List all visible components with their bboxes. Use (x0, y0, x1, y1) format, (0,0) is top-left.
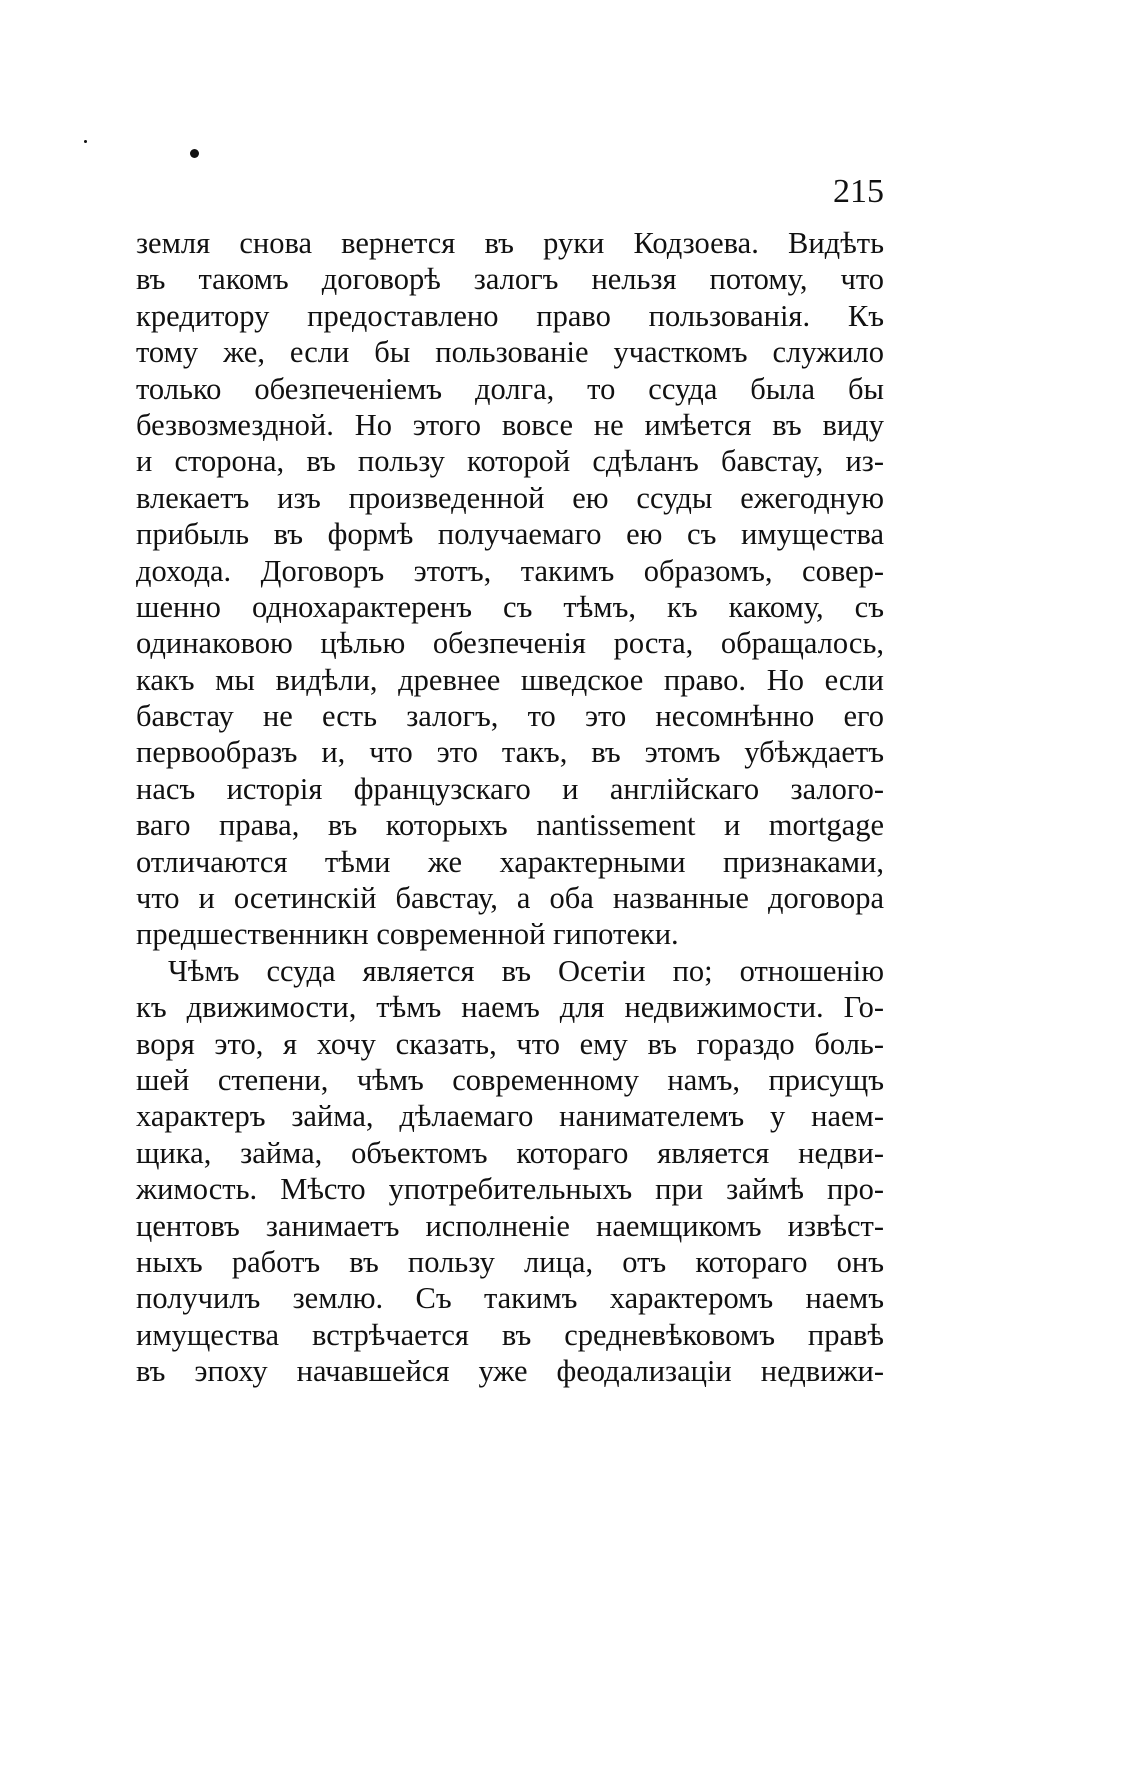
text-line: шей степени, чѣмъ современному намъ, присущъ (136, 1062, 884, 1097)
text-line: имущества встрѣчается въ средневѣковомъ правѣ (136, 1317, 884, 1352)
text-line: первообразъ и, что это такъ, въ этомъ убѣждаетъ (136, 735, 884, 770)
text-line: прибыль въ формѣ получаемаго ею съ имущества (136, 517, 884, 552)
text-line: земля снова вернется въ руки Кодзоева. Видѣть (136, 226, 884, 260)
text-line: шенно однохарактеренъ съ тѣмъ, къ какому, съ (136, 589, 884, 624)
text-line: жимость. Мѣсто употребительныхъ при займѣ про- (136, 1172, 884, 1207)
scan-speck (190, 149, 199, 158)
scan-speck (84, 140, 87, 143)
text-line: только обезпеченіемъ долга, то ссуда была бы (136, 371, 884, 406)
text-line: бавстау не есть залогъ, то это несомнѣнно его (136, 699, 884, 734)
text-line: характеръ займа, дѣлаемаго нанимателемъ у наем- (136, 1099, 884, 1134)
text-line: воря это, я хочу сказать, что ему въ гораздо боль- (136, 1026, 884, 1061)
text-line: насъ исторія французскаго и англійскаго залого- (136, 771, 884, 806)
text-line: щика, займа, объектомъ котораго является недви- (136, 1135, 884, 1170)
text-line: влекаетъ изъ произведенной ею ссуды ежегодную (136, 480, 884, 515)
text-line: Чѣмъ ссуда является въ Осетіи по; отношенію (168, 953, 884, 988)
text-line: центовъ занимаетъ исполненіе наемщикомъ извѣст- (136, 1208, 884, 1243)
text-line: ваго права, въ которыхъ nantissement и mortgage (136, 808, 884, 843)
text-line: дохода. Договоръ этотъ, такимъ образомъ, совер- (136, 553, 884, 588)
text-line: тому же, если бы пользованіе участкомъ служило (136, 335, 884, 370)
text-line: въ такомъ договорѣ залогъ нельзя потому, что (136, 262, 884, 297)
text-line: одинаковою цѣлью обезпеченія роста, обращалось, (136, 626, 884, 661)
text-line: безвозмездной. Но этого вовсе не имѣется въ виду (136, 407, 884, 442)
page-number: 215 (833, 173, 884, 210)
text-line: получилъ землю. Съ такимъ характеромъ наемъ (136, 1281, 884, 1316)
text-line: предшественникн современной гипотеки. (136, 917, 679, 952)
text-line: отличаются тѣми же характерными признаками, (136, 844, 884, 879)
body-text (136, 225, 884, 1390)
text-line: къ движимости, тѣмъ наемъ для недвижимости. Го- (136, 990, 884, 1025)
text-line: что и осетинскій бавстау, а оба названные договора (136, 881, 884, 916)
text-line: кредитору предоставлено право пользованія. Къ (136, 298, 884, 333)
text-line: какъ мы видѣли, древнее шведское право. Но если (136, 662, 884, 697)
text-line: въ эпоху начавшейся уже феодализаціи недвижи- (136, 1354, 884, 1389)
text-line: ныхъ работъ въ пользу лица, отъ котораго онъ (136, 1244, 884, 1279)
text-line: и сторона, въ пользу которой сдѣланъ бавстау, из- (136, 444, 884, 479)
